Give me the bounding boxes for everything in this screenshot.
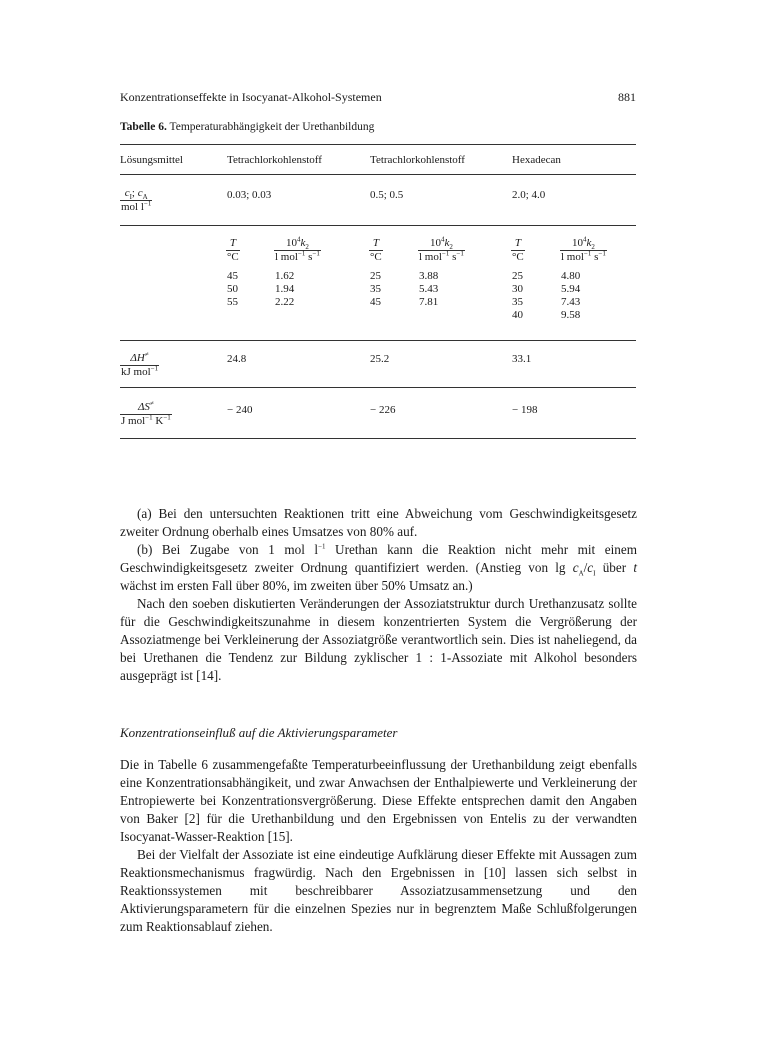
paragraph-b: (b) Bei Zugabe von 1 mol $l^{-1}$ Urethan kann die Reaktion nicht mehr mit einem Geschwindigkeitsgesetz zweiter Ordnung quantifiziert werden. (Anstieg von $\lg c_A/c_I$ über t wächst im ersten Fall über 80%, im zweiten über 50% Umsatz an.) (120, 542, 637, 593)
entropy-label-fraction: ΔS≠ J mol$^{-1}$ $K^{-1}$ (121, 399, 171, 427)
k-header-fraction-2: $10^4k_2$ l mol$^{-1}$ $s^{-1}$ (419, 235, 464, 263)
conc-value-1: 0.03; 0.03 (227, 189, 272, 201)
header-solvent-3: Hexadecan (512, 154, 561, 166)
t-value: 35 (370, 283, 381, 295)
conc-label-fraction (120, 187, 152, 214)
rule-after-kinetics (120, 340, 636, 341)
table-bottom-rule (120, 438, 636, 439)
body-text-block-1 (120, 505, 637, 685)
rule-after-enthalpy (120, 387, 636, 388)
conc-value-3: 2.0; 4.0 (512, 189, 546, 201)
rule-after-header (120, 174, 636, 175)
paragraph-a: (a) Bei den untersuchten Reaktionen tritt eine Abweichung vom Geschwindigkeitsgesetz zweiter Ordnung oberhalb eines Umsatzes von 80% auf. (120, 506, 637, 539)
t-value: 50 (227, 283, 238, 295)
k-value: 1.62 (275, 270, 295, 282)
k-header-fraction-1: $10^4k_2$ l mol$^{-1}$ $s^{-1}$ (275, 235, 320, 263)
header-solvent-2: Tetrachlorkohlenstoff (370, 154, 465, 166)
k-header-fraction-3: $10^4k_2$ l mol$^{-1}$ $s^{-1}$ (561, 235, 606, 263)
paragraph-table6-discussion: Die in Tabelle 6 zusammengefaßte Temperaturbeeinflussung der Urethanbildung zeigt ebenfalls eine Konzentrationsabhängikeit, und zwar Anwachsen der Enthalpiewerte und Verkleinerung der Entropiewerte bei Konzentrationsvergrößerung. Diese Effekte entsprechen damit den Angaben von Baker [2] für die Urethanbildung und den Ergebnissen von Entelis zu der verwandten Isocyanat-Wasser-Reaktion [15]. (120, 757, 637, 844)
entropy-value-2: − 226 (370, 404, 396, 416)
k-values-column-1 (275, 270, 294, 309)
enthalpy-value-3: 33.1 (512, 353, 532, 365)
section-heading: Konzentrationseinfluß auf die Aktivierungsparameter (120, 725, 398, 740)
header-solvent-1: Tetrachlorkohlenstoff (227, 154, 322, 166)
conc-label-numerator: $c_I$; $c_A$ (124, 187, 148, 202)
header-solvent-label: Lösungsmittel (120, 154, 183, 166)
enthalpy-value-2: 25.2 (370, 353, 390, 365)
k-value: 7.81 (419, 296, 439, 308)
table-caption (120, 121, 374, 133)
t-values-column-3 (512, 270, 523, 322)
k-value: 2.22 (275, 296, 295, 308)
body-text-block-2 (120, 756, 637, 936)
t-value: 40 (512, 309, 523, 321)
k-value: 5.94 (561, 283, 581, 295)
t-header-fraction-1: $\frac{T}{^\circ C}$ (227, 237, 239, 263)
enthalpy-label-fraction: ΔH≠ kJ mol$^{-1}$ (121, 350, 159, 378)
t-value: 35 (512, 296, 523, 308)
table-caption-text: Temperaturabhängigkeit der Urethanbildung (169, 121, 375, 133)
k-value: 9.58 (561, 309, 581, 321)
k-value: 5.43 (419, 283, 439, 295)
k-value: 3.88 (419, 270, 439, 282)
t-value: 30 (512, 283, 523, 295)
table-caption-label: Tabelle 6. (120, 121, 167, 133)
t-values-column-1 (227, 270, 238, 309)
t-header-fraction-3: $\frac{T}{^\circ C}$ (512, 237, 524, 263)
enthalpy-value-1: 24.8 (227, 353, 247, 365)
k-values-column-2 (419, 270, 438, 309)
t-header-fraction-2: $\frac{T}{^\circ C}$ (370, 237, 382, 263)
k-value: 4.80 (561, 270, 581, 282)
running-title: Konzentrationseffekte in Isocyanat-Alkohol-Systemen (120, 90, 382, 104)
entropy-value-3: − 198 (512, 404, 538, 416)
t-value: 45 (227, 270, 238, 282)
t-value: 55 (227, 296, 238, 308)
t-value: 45 (370, 296, 381, 308)
k-value: 7.43 (561, 296, 581, 308)
rule-after-conc (120, 225, 636, 226)
conc-label-denominator: mol $l^{-1}$ (121, 199, 152, 213)
t-values-column-2 (370, 270, 381, 309)
t-value: 25 (512, 270, 523, 282)
k-value: 1.94 (275, 283, 295, 295)
entropy-value-1: − 240 (227, 404, 253, 416)
table-top-rule (120, 144, 636, 145)
conc-value-2: 0.5; 0.5 (370, 189, 404, 201)
page-number: 881 (618, 90, 636, 104)
k-values-column-3 (561, 270, 580, 322)
t-value: 25 (370, 270, 381, 282)
paragraph-association: Nach den soeben diskutierten Veränderungen der Assoziatstruktur durch Urethanzusatz sollte für die Geschwindigkeitszunahme in diesem konzentrierten System die Vergrößerung der Assoziatmenge bei Verkleinerung der Assoziatgröße verantwortlich sein. Dies ist naheliegend, da bei Urethanen die Tendenz zur Bildung zyklischer 1 : 1-Assoziate mit Alkohol besonders ausgeprägt ist [14]. (120, 596, 637, 683)
paragraph-mechanism: Bei der Vielfalt der Assoziate ist eine eindeutige Aufklärung dieser Effekte mit Aussagen zum Reaktionsmechanismus fragwürdig. Nach den Ergebnissen in [10] lassen sich selbst in Reaktionssystemen mit beschreibbarer Assoziatzusammensetzung und den Aktivierungsparametern für die einzelnen Spezies nur in begrenztem Maße Schlußfolgerungen zum Reaktionsablauf ziehen. (120, 847, 637, 934)
